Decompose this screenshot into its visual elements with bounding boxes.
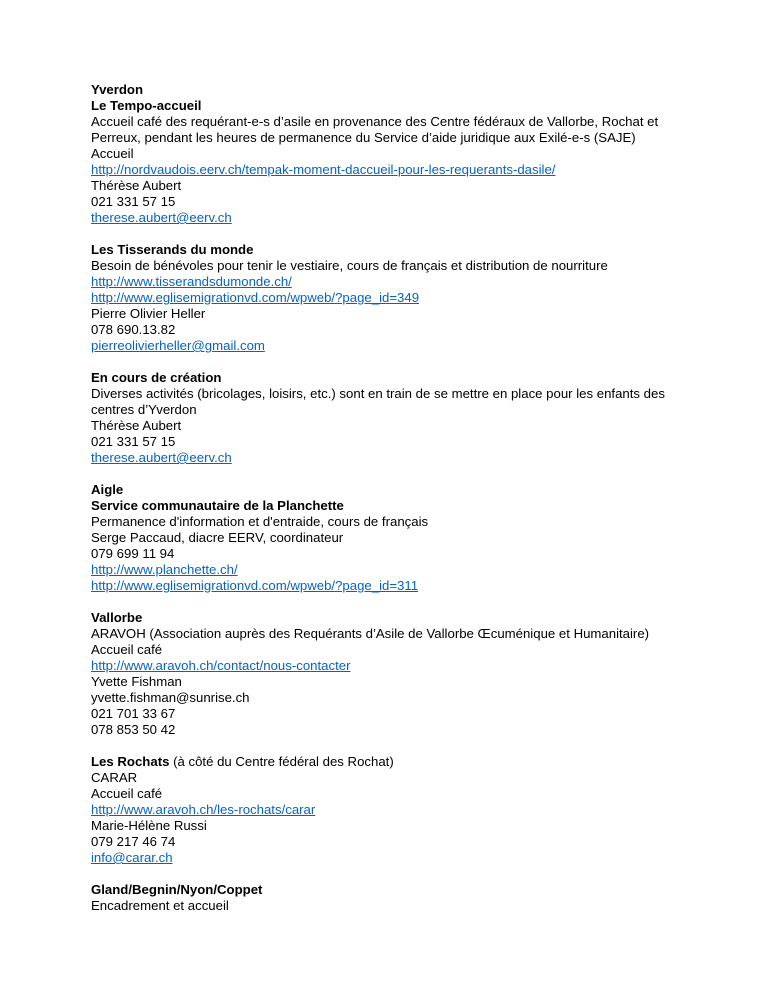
contact-name: Marie-Hélène Russi xyxy=(91,818,207,833)
website-link[interactable]: http://www.aravoh.ch/contact/nous-contacter xyxy=(91,658,351,673)
section-yverdon xyxy=(91,82,671,226)
city-heading: Yverdon xyxy=(91,82,144,97)
org-description: Besoin de bénévoles pour tenir le vestiaire, cours de français et distribution de nourriture xyxy=(91,258,608,273)
contact-phone: 021 331 57 15 xyxy=(91,434,176,449)
section-description: Diverses activités (bricolages, loisirs, etc.) sont en train de se mettre en place pour les enfants des centres d’Yverdon xyxy=(91,386,665,417)
org-heading: ARAVOH (Association auprès des Requérants d’Asile de Vallorbe Œcuménique et Humanitaire) xyxy=(91,626,650,641)
email-link[interactable]: pierreolivierheller@gmail.com xyxy=(91,338,265,353)
website-link[interactable]: http://www.eglisemigrationvd.com/wpweb/?page_id=311 xyxy=(91,578,419,593)
org-description: Permanence d'information et d'entraide, cours de français xyxy=(91,514,429,529)
section-vallorbe xyxy=(91,610,671,738)
service-type: Accueil xyxy=(91,146,134,161)
contact-phone: 078 690.13.82 xyxy=(91,322,176,337)
service-type: Encadrement et accueil xyxy=(91,898,229,913)
contact-phone: 021 331 57 15 xyxy=(91,194,176,209)
city-heading-line xyxy=(91,754,671,770)
section-aigle xyxy=(91,482,671,594)
city-heading: Gland/Begnin/Nyon/Coppet xyxy=(91,882,263,897)
contact-name: Yvette Fishman xyxy=(91,674,182,689)
section-rochats xyxy=(91,754,671,866)
section-tisserands xyxy=(91,242,671,354)
contact-name: Thérèse Aubert xyxy=(91,178,182,193)
contact-phone: 079 217 46 74 xyxy=(91,834,176,849)
email-link[interactable]: therese.aubert@eerv.ch xyxy=(91,210,232,225)
section-creation xyxy=(91,370,671,466)
contact-name: Pierre Olivier Heller xyxy=(91,306,206,321)
email-link[interactable]: therese.aubert@eerv.ch xyxy=(91,450,232,465)
service-type: Accueil café xyxy=(91,642,163,657)
website-link[interactable]: http://www.aravoh.ch/les-rochats/carar xyxy=(91,802,316,817)
contact-phone: 079 699 11 94 xyxy=(91,546,175,561)
contact-phone: 078 853 50 42 xyxy=(91,722,176,737)
city-heading: Les Rochats xyxy=(91,754,170,769)
document-body xyxy=(91,82,671,930)
contact-phone: 021 701 33 67 xyxy=(91,706,176,721)
website-link[interactable]: http://www.tisserandsdumonde.ch/ xyxy=(91,274,292,289)
website-link[interactable]: http://nordvaudois.eerv.ch/tempak-moment-daccueil-pour-les-requerants-dasile/ xyxy=(91,162,556,177)
email-link[interactable]: info@carar.ch xyxy=(91,850,173,865)
contact-name: Thérèse Aubert xyxy=(91,418,182,433)
contact-name: Serge Paccaud, diacre EERV, coordinateur xyxy=(91,530,344,545)
org-description: Accueil café des requérant-e-s d’asile en provenance des Centre fédéraux de Vallorbe, Rochat et Perreux, pendant les heures de permanence du Service d’aide juridique aux Exilé-e-s (SAJE) xyxy=(91,114,659,145)
contact-email: yvette.fishman@sunrise.ch xyxy=(91,690,250,705)
city-note: (à côté du Centre fédéral des Rochat) xyxy=(169,754,394,769)
city-heading: Vallorbe xyxy=(91,610,143,625)
org-heading: Le Tempo-accueil xyxy=(91,98,202,113)
org-heading: Service communautaire de la Planchette xyxy=(91,498,344,513)
org-heading: Les Tisserands du monde xyxy=(91,242,254,257)
service-type: Accueil café xyxy=(91,786,163,801)
website-link[interactable]: http://www.planchette.ch/ xyxy=(91,562,238,577)
section-gland xyxy=(91,882,671,914)
org-heading: CARAR xyxy=(91,770,138,785)
section-heading: En cours de création xyxy=(91,370,222,385)
website-link[interactable]: http://www.eglisemigrationvd.com/wpweb/?page_id=349 xyxy=(91,290,420,305)
city-heading: Aigle xyxy=(91,482,124,497)
